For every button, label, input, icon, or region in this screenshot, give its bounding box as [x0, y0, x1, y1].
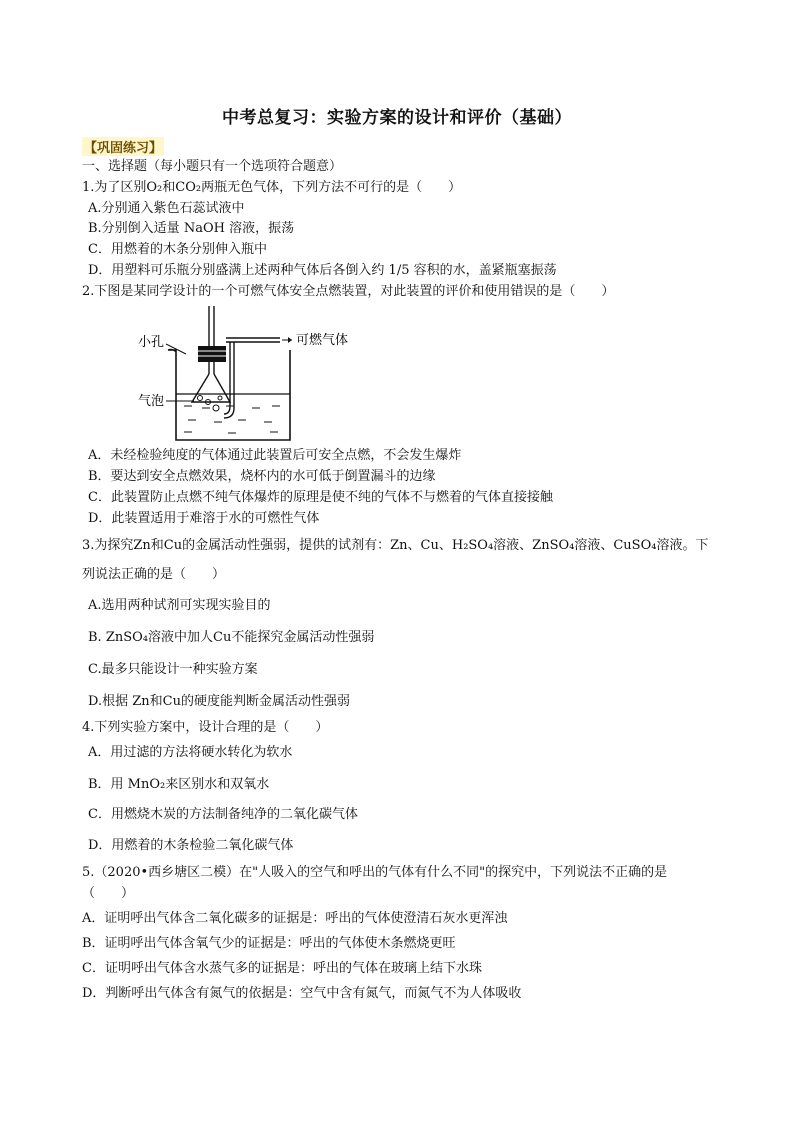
q4-option-a: A．用过滤的方法将硬水转化为软水: [88, 745, 293, 760]
page-title: 中考总复习：实验方案的设计和评价（基础）: [222, 108, 572, 128]
q5-stem-line2: （ ）: [82, 886, 135, 901]
q5-stem-line1: 5.（2020•西乡塘区二模）在"人吸入的空气和呼出的气体有什么不同"的探究中，下列说法不正确的是: [82, 865, 668, 880]
section-label: 【巩固练习】: [82, 137, 164, 156]
label-bubble: 气泡: [138, 394, 165, 409]
q2-stem: 2.下图是某同学设计的一个可燃气体安全点燃装置，对此装置的评价和使用错误的是（ ）: [82, 284, 615, 299]
q1-option-b: B.分别倒入适量 NaOH 溶液，振荡: [88, 221, 295, 236]
q3-option-d: D.根据 Zn和Cu的硬度能判断金属活动性强弱: [88, 694, 350, 709]
q3-option-a: A.选用两种试剂可实现实验目的: [88, 598, 271, 613]
label-combustible-gas: 可燃气体: [296, 333, 349, 348]
part-heading: 一、选择题（每小题只有一个选项符合题意）: [82, 159, 343, 174]
q4-stem: 4.下列实验方案中，设计合理的是（ ）: [82, 720, 329, 735]
q1-option-d: D．用塑料可乐瓶分别盛满上述两种气体后各倒入约 1/5 容积的水，盖紧瓶塞振荡: [88, 263, 557, 278]
label-hole: 小孔: [138, 335, 165, 350]
q3-stem-line2: 列说法正确的是（ ）: [82, 567, 226, 582]
q5-option-b: B．证明呼出气体含氧气少的证据是：呼出的气体使木条燃烧更旺: [82, 936, 456, 951]
q4-option-b: B．用 MnO₂来区别水和双氧水: [88, 777, 270, 792]
q4-option-c: C．用燃烧木炭的方法制备纯净的二氧化碳气体: [88, 807, 358, 822]
q2-option-c: C．此装置防止点燃不纯气体爆炸的原理是使不纯的气体不与燃着的气体直接接触: [88, 490, 553, 505]
q5-option-d: D．判断呼出气体含有氮气的依据是：空气中含有氮气，而氮气不为人体吸收: [82, 986, 522, 1001]
q3-stem-line1: 3.为探究Zn和Cu的金属活动性强弱，提供的试剂有：Zn、Cu、H₂SO₄溶液、ZnSO₄溶液、CuSO₄溶液。下: [82, 538, 709, 553]
q2-option-d: D．此装置适用于难溶于水的可燃性气体: [88, 511, 320, 526]
q2-option-b: B．要达到安全点燃效果，烧杯内的水可低于倒置漏斗的边缘: [88, 469, 436, 484]
q1-option-c: C．用燃着的木条分别伸入瓶中: [88, 242, 267, 257]
q4-option-d: D．用燃着的木条检验二氧化碳气体: [88, 838, 294, 853]
q5-option-c: C．证明呼出气体含水蒸气多的证据是：呼出的气体在玻璃上结下水珠: [82, 961, 482, 976]
q1-stem: 1.为了区别O₂和CO₂两瓶无色气体，下列方法不可行的是（ ）: [82, 180, 462, 195]
q2-option-a: A．未经检验纯度的气体通过此装置后可安全点燃，不会发生爆炸: [88, 448, 462, 463]
q5-option-a: A．证明呼出气体含二氧化碳多的证据是：呼出的气体使澄清石灰水更浑浊: [82, 911, 508, 926]
q1-option-a: A.分别通入紫色石蕊试液中: [88, 201, 245, 216]
q3-option-b: B. ZnSO₄溶液中加人Cu不能探究金属活动性强弱: [88, 630, 375, 645]
gas-ignition-apparatus-figure: [130, 302, 370, 444]
q3-option-c: C.最多只能设计一种实验方案: [88, 662, 258, 677]
